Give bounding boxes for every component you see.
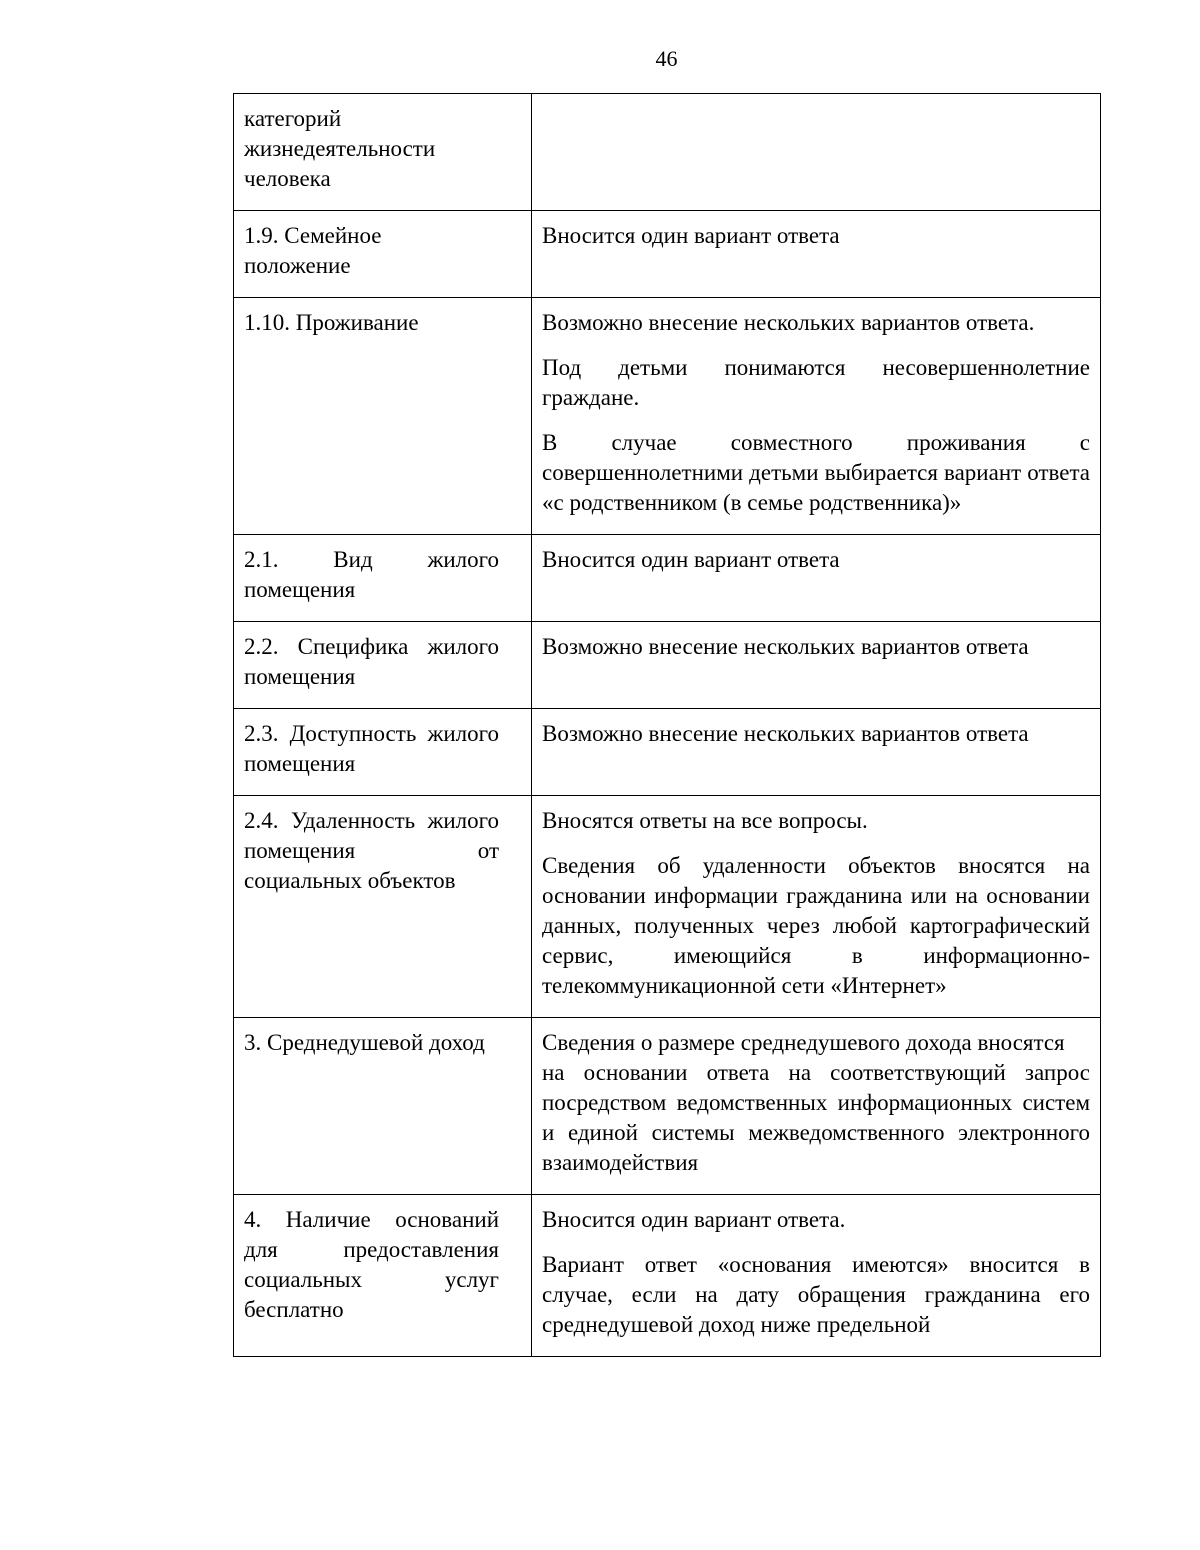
row-field-cell — [234, 535, 532, 622]
row-instructions-cell — [532, 622, 1101, 709]
cell-paragraph: Вносится один вариант ответа — [542, 547, 840, 572]
row-field-cell — [234, 94, 532, 211]
cell-paragraph: 2.2. Специфика жилого помещения — [244, 634, 499, 689]
cell-paragraph: В случае совместного проживания с совершеннолетними детьми выбирается вариант ответа «с родственником (в семье родственника)» — [542, 430, 1090, 515]
cell-paragraph: Сведения об удаленности объектов вносятся на основании информации гражданина или на основании данных, полученных через любой картографический сервис, имеющийся в информационно-телекоммуникационной сети «Интернет» — [542, 853, 1090, 998]
row-field-cell — [234, 622, 532, 709]
doc-table-body — [234, 94, 1101, 1357]
row-field-cell — [234, 211, 532, 298]
cell-paragraph: категорий жизнедеятельности человека — [244, 106, 436, 191]
table-row — [234, 622, 1101, 709]
row-field-cell — [234, 1018, 532, 1195]
cell-paragraph: Вносится один вариант ответа — [542, 223, 840, 248]
row-field-cell — [234, 1195, 532, 1357]
row-field-cell — [234, 709, 532, 796]
table-row — [234, 535, 1101, 622]
row-instructions-cell — [532, 1018, 1101, 1195]
row-field-cell — [234, 796, 532, 1018]
cell-paragraph: Вносится один вариант ответа. — [542, 1207, 846, 1232]
page-number: 46 — [655, 46, 678, 71]
table-row — [234, 94, 1101, 211]
cell-paragraph: 3. Среднедушевой доход — [244, 1030, 485, 1055]
row-instructions-cell — [532, 796, 1101, 1018]
cell-paragraph: 1.10. Проживание — [244, 310, 419, 335]
row-instructions-cell — [532, 1195, 1101, 1357]
cell-paragraph: Сведения о размере среднедушевого дохода вносятся на основании ответа на соответствующий запрос посредством ведомственных информационных систем и единой системы межведомственного электронного взаимодействия — [542, 1030, 1090, 1175]
cell-paragraph: 2.1. Вид жилого помещения — [244, 547, 499, 602]
cell-paragraph: 2.3. Доступность жилого помещения — [244, 721, 499, 776]
cell-paragraph: 2.4. Удаленность жилого помещения от социальных объектов — [244, 808, 499, 893]
row-instructions-cell — [532, 94, 1101, 211]
table-row — [234, 1195, 1101, 1357]
table-row — [234, 1018, 1101, 1195]
table-row — [234, 298, 1101, 535]
cell-paragraph: Вариант ответ «основания имеются» вносится в случае, если на дату обращения гражданина его среднедушевой доход ниже предельной — [542, 1252, 1090, 1337]
cell-paragraph: Возможно внесение нескольких вариантов ответа — [542, 721, 1029, 746]
cell-paragraph: Вносятся ответы на все вопросы. — [542, 808, 868, 833]
row-instructions-cell — [532, 709, 1101, 796]
table-row — [234, 796, 1101, 1018]
row-field-cell — [234, 298, 532, 535]
cell-paragraph: Возможно внесение нескольких вариантов ответа. — [542, 310, 1035, 335]
row-instructions-cell — [532, 298, 1101, 535]
cell-paragraph: 4. Наличие оснований для предоставления социальных услуг бесплатно — [244, 1207, 499, 1322]
row-instructions-cell — [532, 535, 1101, 622]
row-instructions-cell — [532, 211, 1101, 298]
form-instructions-table — [233, 93, 1101, 1357]
table-row — [234, 211, 1101, 298]
cell-paragraph: 1.9. Семейное положение — [244, 223, 382, 278]
cell-paragraph: Возможно внесение нескольких вариантов ответа — [542, 634, 1029, 659]
table-row — [234, 709, 1101, 796]
cell-paragraph: Под детьми понимаются несовершеннолетние граждане. — [542, 355, 1090, 410]
